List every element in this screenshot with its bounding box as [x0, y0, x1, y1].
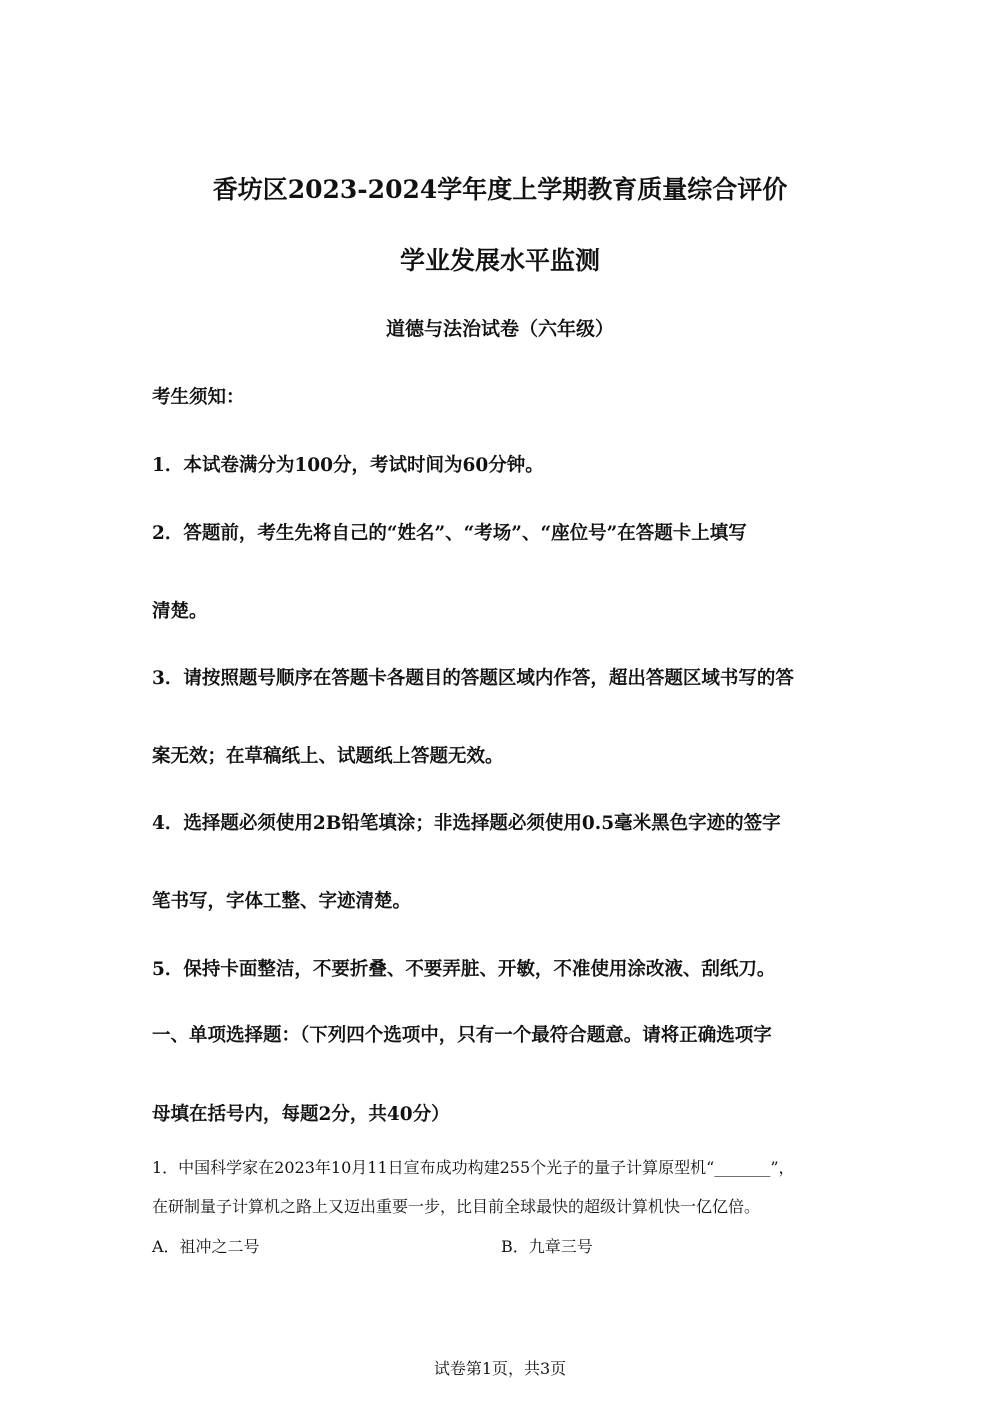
- option-a: A．祖冲之二号: [152, 1237, 260, 1256]
- option-b: B．九章三号: [501, 1237, 593, 1256]
- notice-line: 3．请按照题号顺序在答题卡各题目的答题区域内作答，超出答题区域书写的答: [152, 668, 794, 689]
- notice-line: 2．答题前，考生先将自己的“姓名”、“考场”、“座位号”在答题卡上填写: [152, 523, 747, 544]
- notice-line: 清楚。: [152, 601, 208, 622]
- question-text-cont: 在研制量子计算机之路上又迈出重要一步，比目前全球最快的超级计算机快一亿亿倍。: [152, 1197, 761, 1216]
- question-text: 1．中国科学家在2023年10月11日宣布成功构建255个光子的量子计算原型机“_______”，: [152, 1158, 795, 1177]
- notice-line: 案无效；在草稿纸上、试题纸上答题无效。: [152, 746, 504, 767]
- notice-line: 笔书写，字体工整、字迹清楚。: [152, 891, 412, 912]
- exam-title: 香坊区2023-2024学年度上学期教育质量综合评价: [212, 175, 788, 204]
- notice-line: 5．保持卡面整洁，不要折叠、不要弄脏、开敏，不准使用涂改液、刮纸刀。: [152, 959, 776, 980]
- section-heading-cont: 母填在括号内，每题2分，共40分）: [152, 1104, 450, 1125]
- exam-title-sub: 学业发展水平监测: [399, 246, 600, 275]
- notice-line: 1．本试卷满分为100分，考试时间为60分钟。: [152, 455, 544, 476]
- page-footer: 试卷第1页，共3页: [433, 1359, 567, 1378]
- notice-heading: 考生须知：: [152, 387, 245, 408]
- notice-line: 4．选择题必须使用2B铅笔填涂；非选择题必须使用0.5毫米黑色字迹的签字: [152, 813, 781, 834]
- section-heading: 一、单项选择题：（下列四个选项中，只有一个最符合题意。请将正确选项字: [152, 1025, 772, 1046]
- exam-subject: 道德与法治试卷（六年级）: [385, 318, 614, 340]
